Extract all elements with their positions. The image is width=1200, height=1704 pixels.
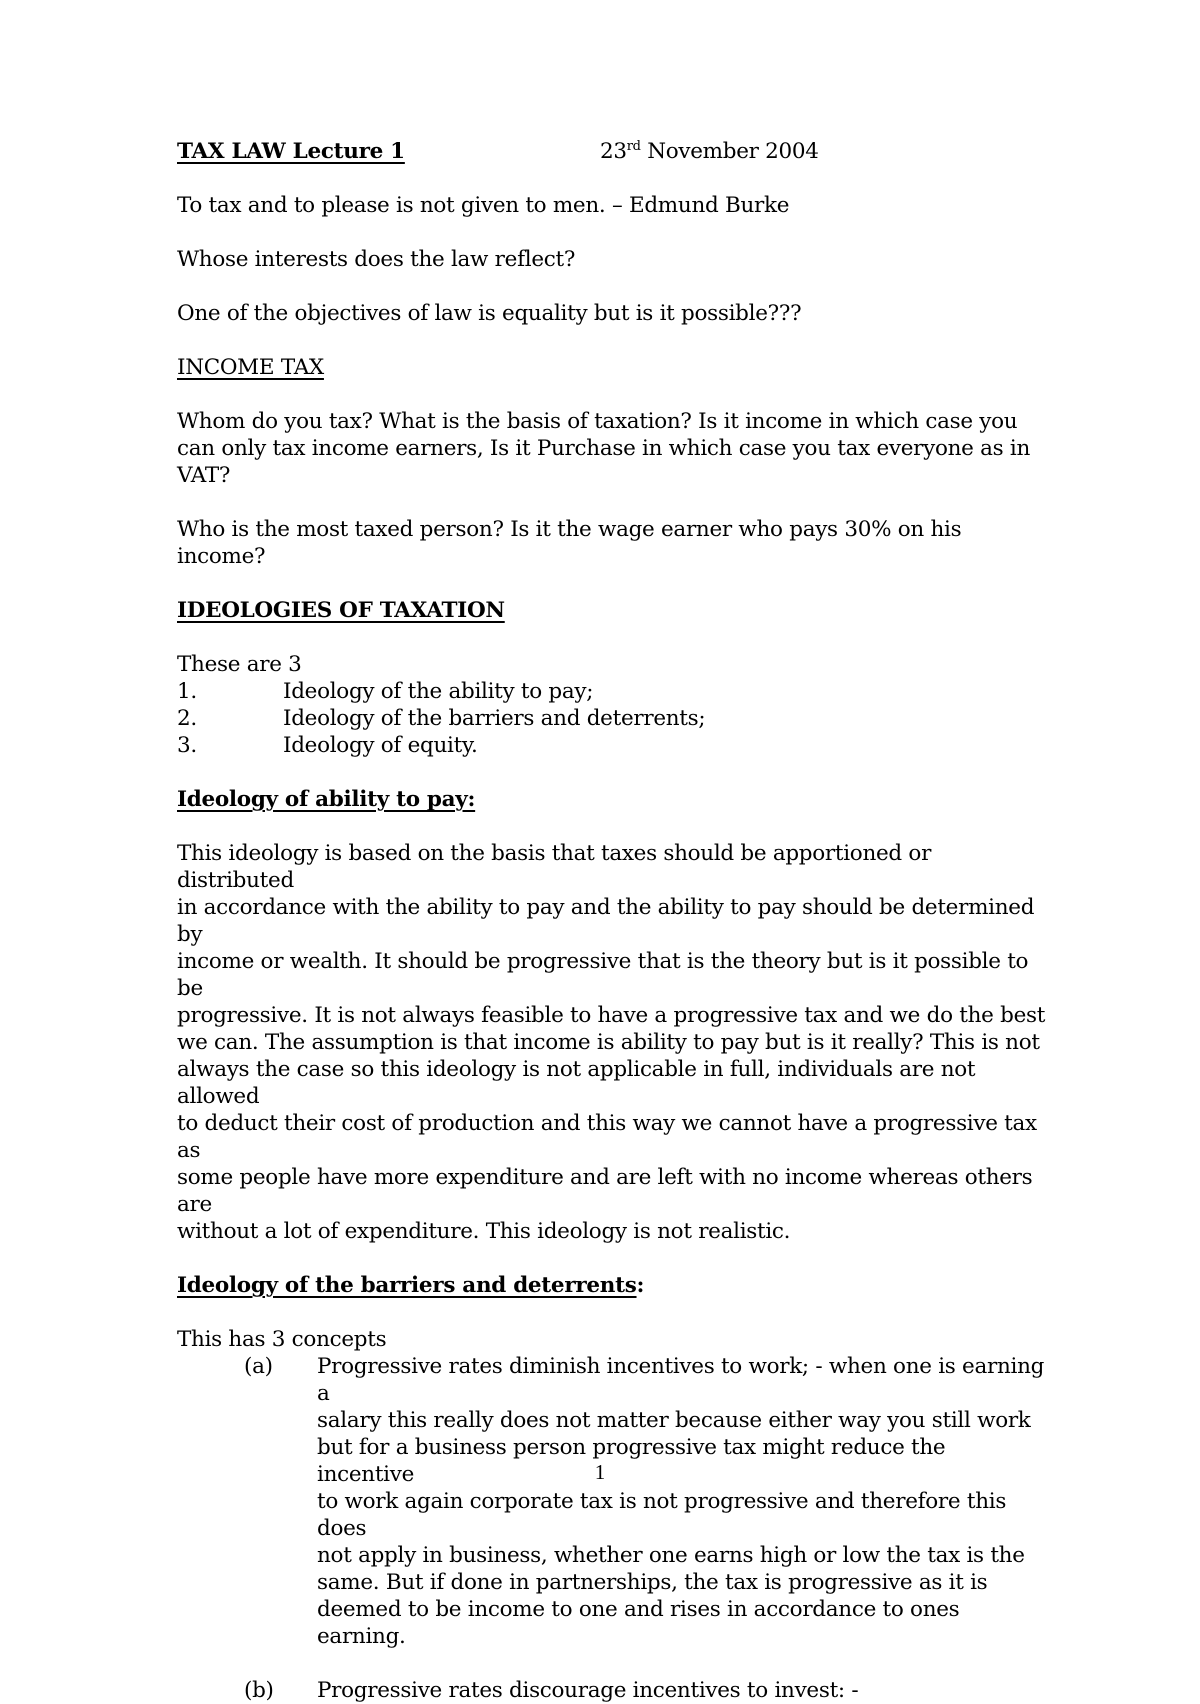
barriers-heading-line xyxy=(177,1272,1047,1299)
list-text: Ideology of the ability to pay; xyxy=(283,679,594,704)
income-tax-paragraph-1 xyxy=(177,408,1047,489)
document-title: TAX LAW Lecture 1 xyxy=(177,139,405,164)
paragraph-line: Progressive rates discourage incentives to invest: - xyxy=(317,1678,859,1703)
paragraph-line: in accordance with the ability to pay and the ability to pay should be determined by xyxy=(177,895,1035,947)
list-number: 1. xyxy=(177,679,197,704)
list-item-body xyxy=(317,1677,1047,1704)
paragraph-line: deemed to be income to one and rises in accordance to ones earning. xyxy=(317,1597,960,1649)
ideologies-heading: IDEOLOGIES OF TAXATION xyxy=(177,598,505,623)
question-1: Whose interests does the law reflect? xyxy=(177,247,576,272)
paragraph-line: we can. The assumption is that income is ability to pay but is it really? This is not xyxy=(177,1030,1040,1055)
paragraph-line: income or wealth. It should be progressive that is the theory but is it possible to be xyxy=(177,949,1029,1001)
barriers-heading: Ideology of the barriers and deterrents xyxy=(177,1273,637,1298)
paragraph-line: salary this really does not matter because either way you still work xyxy=(317,1408,1031,1433)
list-label: (a) xyxy=(244,1354,273,1379)
paragraph-line: always the case so this ideology is not applicable in full, individuals are not allowed xyxy=(177,1057,976,1109)
paragraph-line: Whom do you tax? What is the basis of taxation? Is it income in which case you xyxy=(177,409,1018,434)
paragraph-line: can only tax income earners, Is it Purchase in which case you tax everyone as in xyxy=(177,436,1031,461)
barriers-list xyxy=(177,1353,1047,1650)
paragraph-line: but for a business person progressive tax might reduce the incentive xyxy=(317,1435,946,1487)
barriers-intro: This has 3 concepts xyxy=(177,1327,387,1352)
paragraph-line: some people have more expenditure and are left with no income whereas others are xyxy=(177,1165,1033,1217)
list-text: Ideology of equity. xyxy=(283,733,478,758)
quote: To tax and to please is not given to men. – Edmund Burke xyxy=(177,193,790,218)
paragraph-line: to work again corporate tax is not progressive and therefore this does xyxy=(317,1489,1007,1541)
paragraph-line: not apply in business, whether one earns high or low the tax is the xyxy=(317,1543,1025,1568)
list-label: (b) xyxy=(244,1678,274,1703)
ideologies-list xyxy=(177,678,1047,759)
list-item xyxy=(244,1677,1047,1704)
list-item xyxy=(177,732,1047,759)
list-text: Ideology of the barriers and deterrents; xyxy=(283,706,706,731)
paragraph-line: same. But if done in partnerships, the tax is progressive as it is xyxy=(317,1570,988,1595)
paragraph-line: without a lot of expenditure. This ideology is not realistic. xyxy=(177,1219,791,1244)
paragraph-line: progressive. It is not always feasible to have a progressive tax and we do the best xyxy=(177,1003,1046,1028)
income-tax-heading: INCOME TAX xyxy=(177,355,324,380)
date-day: 23 xyxy=(600,139,627,164)
list-number: 3. xyxy=(177,733,197,758)
income-tax-paragraph-2: Who is the most taxed person? Is it the wage earner who pays 30% on his income? xyxy=(177,517,962,569)
list-item xyxy=(177,678,1047,705)
paragraph-line: Progressive rates diminish incentives to work; - when one is earning a xyxy=(317,1354,1045,1406)
ideologies-intro: These are 3 xyxy=(177,652,302,677)
list-item xyxy=(177,705,1047,732)
ability-heading: Ideology of ability to pay: xyxy=(177,787,476,812)
title-row xyxy=(177,138,1047,165)
document-date xyxy=(600,138,819,165)
barriers-heading-colon: : xyxy=(636,1273,645,1298)
paragraph-line: This ideology is based on the basis that taxes should be apportioned or distributed xyxy=(177,841,932,893)
page-number: 1 xyxy=(594,1460,606,1484)
barriers-list-continued xyxy=(177,1677,1047,1704)
list-item xyxy=(244,1353,1047,1650)
paragraph-line: VAT? xyxy=(177,463,231,488)
date-suffix: rd xyxy=(626,138,641,154)
question-2: One of the objectives of law is equality but is it possible??? xyxy=(177,301,802,326)
date-rest: November 2004 xyxy=(640,139,819,164)
ability-paragraph xyxy=(177,840,1047,1245)
paragraph-line: to deduct their cost of production and this way we cannot have a progressive tax as xyxy=(177,1111,1037,1163)
list-item-body xyxy=(317,1353,1047,1650)
list-number: 2. xyxy=(177,706,197,731)
